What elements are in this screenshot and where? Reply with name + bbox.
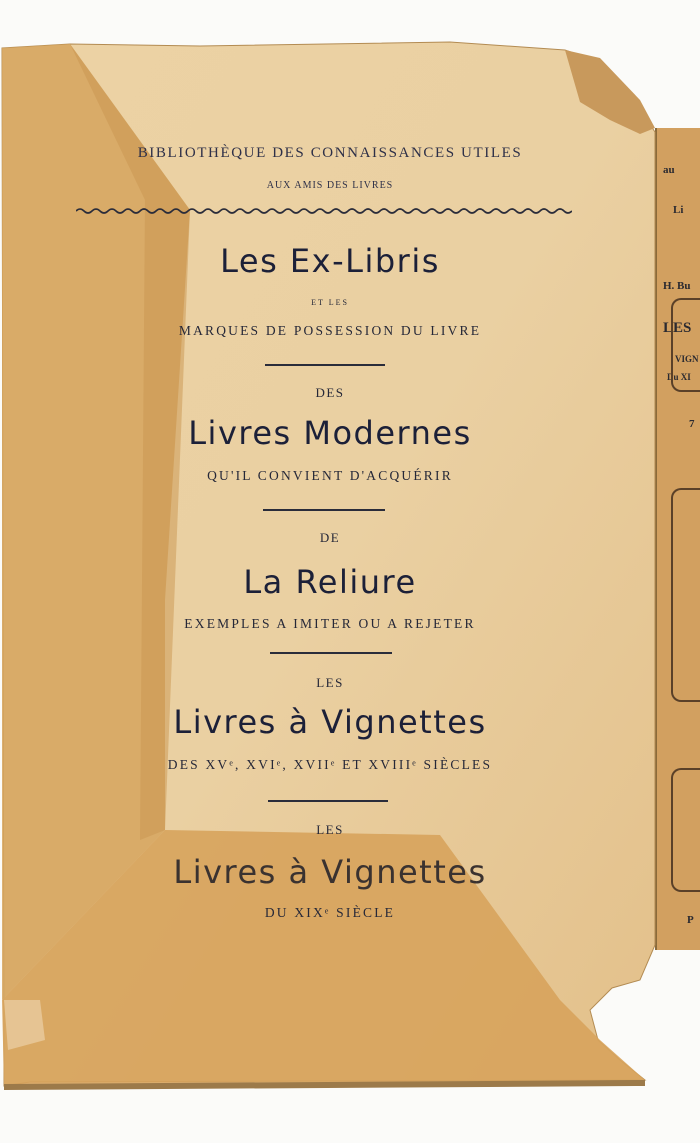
section-title-livres-a-vignettes-xix: Livres à Vignettes: [173, 853, 487, 891]
back-page-fragment: P: [687, 914, 694, 926]
section-title-la-reliure: La Reliure: [243, 563, 417, 601]
back-page-fragment: H. Bu: [663, 280, 691, 292]
section-subtitle: DES XVᵉ, XVIᵉ, XVIIᵉ ET XVIIIᵉ SIÈCLES: [167, 757, 493, 772]
section-title-ex-libris: Les Ex-Libris: [220, 242, 440, 280]
section-divider: [265, 364, 385, 366]
section-divider: [270, 652, 392, 654]
back-page-fragment: au: [663, 164, 675, 176]
series-subtitle: AUX AMIS DES LIVRES: [266, 180, 394, 191]
back-page-fragment: LES: [663, 320, 692, 336]
section-subtitle: EXEMPLES A IMITER OU A REJETER: [184, 616, 476, 631]
section-connector: LES: [316, 822, 344, 837]
wavy-divider: [76, 206, 572, 216]
section-subtitle: QU'IL CONVIENT D'ACQUÉRIR: [207, 468, 453, 483]
section-title-livres-a-vignettes: Livres à Vignettes: [173, 703, 487, 741]
section-connector: DES: [315, 385, 345, 400]
section-divider: [268, 800, 388, 802]
section-connector: DE: [319, 530, 341, 545]
back-page-fragment: 7: [689, 418, 695, 430]
section-title-livres-modernes: Livres Modernes: [188, 414, 472, 452]
section-subtitle: MARQUES DE POSSESSION DU LIVRE: [178, 323, 482, 338]
section-subtitle: DU XIXᵉ SIÈCLE: [264, 905, 396, 920]
series-title: BIBLIOTHÈQUE DES CONNAISSANCES UTILES: [137, 145, 523, 161]
section-connector: LES: [316, 675, 344, 690]
section-divider: [263, 509, 385, 511]
section-connector: ET LES: [311, 298, 349, 307]
back-page-fragment: VIGN: [675, 354, 699, 364]
back-page-fragment: Du XI: [667, 372, 691, 382]
back-page-fragment: Li: [673, 204, 684, 216]
